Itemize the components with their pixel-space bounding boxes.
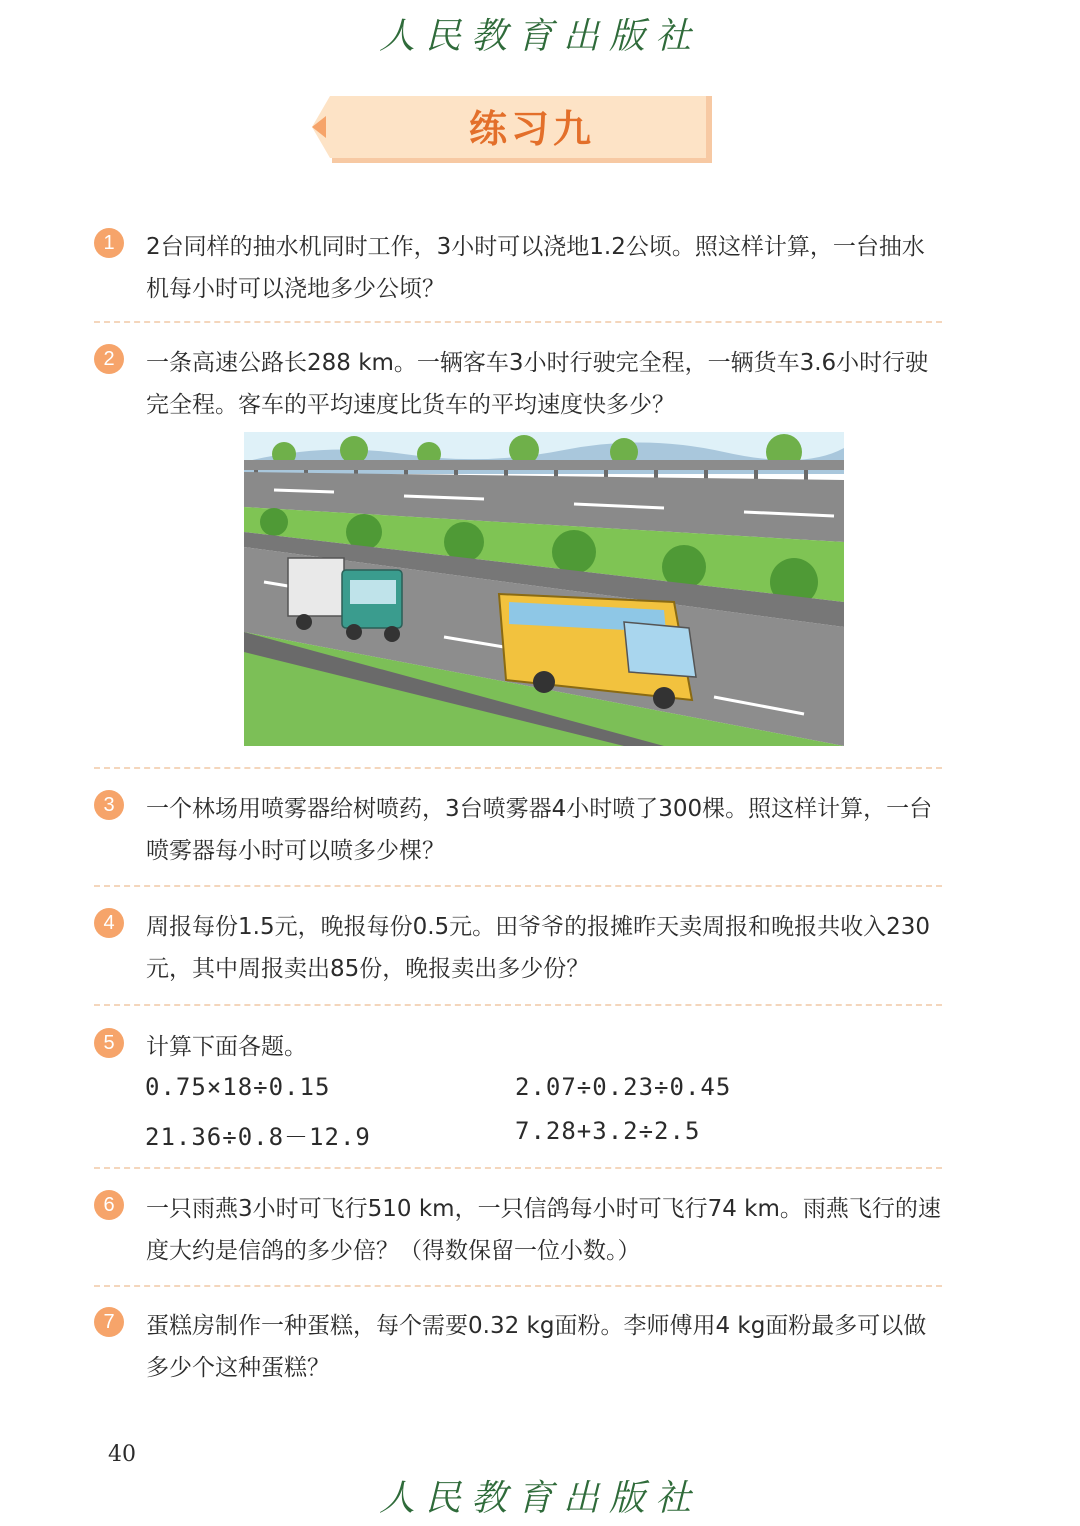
problem-text: 蛋糕房制作一种蛋糕，每个需要0.32 kg面粉。李师傅用4 kg面粉最多可以做多少个这种蛋糕？: [146, 1313, 927, 1381]
problem-text: 2台同样的抽水机同时工作，3小时可以浇地1.2公顷。照这样计算，一台抽水机每小时可以浇地多少公顷？: [146, 234, 925, 302]
divider: [94, 885, 942, 887]
calculation-item: 7.28+3.2÷2.5: [515, 1117, 701, 1145]
divider: [94, 321, 942, 323]
problem-number-badge: 1: [94, 228, 124, 258]
problem-6: [94, 1188, 944, 1272]
publisher-logo-bottom: 人民教育出版社: [378, 1478, 701, 1519]
publisher-logo-top: 人民教育出版社: [378, 16, 701, 57]
problem-1: [94, 226, 944, 310]
calculation-item: 0.75×18÷0.15: [145, 1073, 331, 1101]
divider: [94, 1167, 942, 1169]
divider: [94, 1285, 942, 1287]
title-banner: [312, 96, 712, 164]
problem-number-badge: 3: [94, 790, 124, 820]
problem-7: [94, 1305, 944, 1389]
problem-text: 一只雨燕3小时可飞行510 km，一只信鸽每小时可飞行74 km。雨燕飞行的速度大约是信鸽的多少倍？（得数保留一位小数。）: [146, 1196, 941, 1264]
problem-2: [94, 342, 944, 426]
problem-5: [94, 1026, 944, 1068]
problem-text: 计算下面各题。: [146, 1034, 307, 1060]
problem-text: 一个林场用喷雾器给树喷药，3台喷雾器4小时喷了300棵。照这样计算，一台喷雾器每小时可以喷多少棵？: [146, 796, 933, 864]
page-number: 40: [108, 1442, 136, 1467]
problem-number-badge: 5: [94, 1028, 124, 1058]
problem-text: 一条高速公路长288 km。一辆客车3小时行驶完全程，一辆货车3.6小时行驶完全程。客车的平均速度比货车的平均速度快多少？: [146, 350, 929, 418]
problem-text: 周报每份1.5元，晚报每份0.5元。田爷爷的报摊昨天卖周报和晚报共收入230元，其中周报卖出85份，晚报卖出多少份？: [146, 914, 931, 982]
highway-illustration: [244, 432, 844, 746]
exercise-title: 练习九: [468, 106, 595, 151]
problem-number-badge: 4: [94, 908, 124, 938]
problem-number-badge: 2: [94, 344, 124, 374]
highway-scene-icon: [244, 432, 844, 746]
problem-number-badge: 7: [94, 1307, 124, 1337]
calculation-item: 2.07÷0.23÷0.45: [515, 1073, 732, 1101]
problem-3: [94, 788, 944, 872]
divider: [94, 1004, 942, 1006]
divider: [94, 767, 942, 769]
problem-number-badge: 6: [94, 1190, 124, 1220]
calculation-item: 21.36÷0.8－12.9: [145, 1123, 371, 1151]
problem-4: [94, 906, 944, 990]
